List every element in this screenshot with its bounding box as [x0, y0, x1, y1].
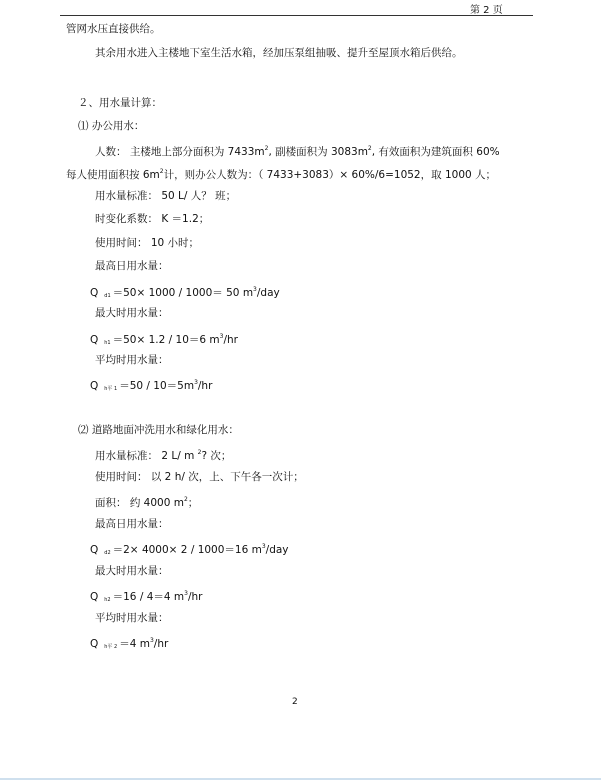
- text-line: 最高日用水量：: [95, 518, 169, 530]
- subsection-heading: ⑵ 道路地面冲洗用水和绿化用水：: [78, 424, 239, 436]
- subsection-heading: ⑴ 办公用水：: [78, 120, 145, 132]
- formula-line: Q $_{h2}$ ＝16 / 4＝4 $m^3/hr$: [90, 590, 203, 603]
- text-line: 平均时用水量：: [95, 612, 169, 624]
- formula-line: Q $_{h平 2}$ ＝4 $m^3/hr$: [90, 637, 169, 650]
- text-line: 使用时间： 10 小时；: [95, 237, 200, 249]
- text-line: 其余用水进入主楼地下室生活水箱，经加压泵组抽吸、提升至屋顶水箱后供给。: [95, 47, 463, 59]
- text-line: 管网水压直接供给。: [66, 23, 161, 35]
- page-header-label: 第 2 页: [470, 5, 503, 16]
- text-line: 最高日用水量：: [95, 260, 169, 272]
- formula-line: Q $_{h平 1} =50 / 10=5m^3/hr$: [90, 379, 213, 392]
- text-line: 每人使用面积按 $6m^2$计，则办公人数为：（ 7433+3083）× 60%/6=1052，取 1000 人；: [66, 168, 497, 181]
- formula-line: Q $_{d1}$ ＝50× 1000 / 1000＝ 50 $m^3$/day: [90, 286, 280, 299]
- text-line: 用水量标准： 2 L/ m $^2$? 次；: [95, 449, 232, 462]
- text-line: 最大时用水量：: [95, 307, 169, 319]
- text-line: 用水量标准： 50 L/ 人？ 班；: [95, 190, 237, 202]
- text-line: 平均时用水量：: [95, 354, 169, 366]
- text-line: 面积： 约 4000 $m^2$；: [95, 496, 199, 509]
- section-heading: ２、用水量计算：: [78, 97, 162, 109]
- text-line: 人数： 主楼地上部分面积为 $7433m^2$, 副楼面积为 $3083m^2$, 有效面积为建筑面积 60%: [95, 145, 500, 158]
- text-line: 时变化系数： K ＝1.2；: [95, 213, 210, 225]
- page-number: 2: [292, 697, 298, 707]
- formula-line: Q $_{d2}$ ＝2× 4000× 2 / 1000＝16 $m^3$/day: [90, 543, 289, 556]
- text-line: 使用时间： 以 2 h/ 次，上、下午各一次计；: [95, 471, 304, 483]
- header-rule: [60, 15, 533, 16]
- text-line: 最大时用水量：: [95, 565, 169, 577]
- formula-line: Q $_{h1}$ ＝50× 1.2 / 10＝6 $m^3/hr$: [90, 333, 238, 346]
